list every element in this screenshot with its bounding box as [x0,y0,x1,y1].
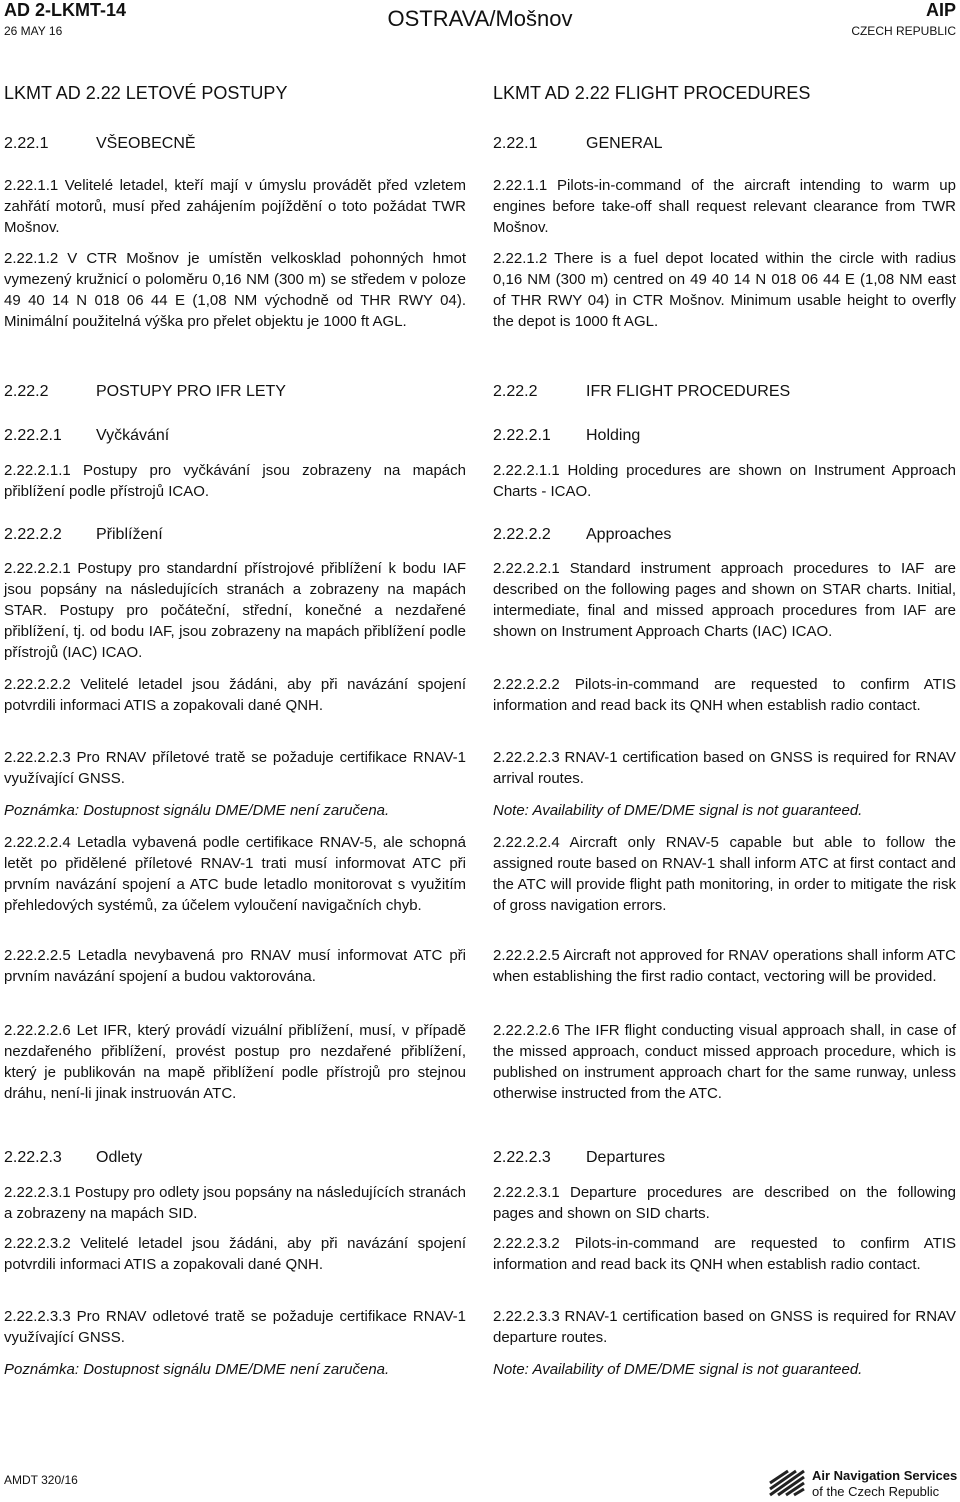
paragraph-2-22-2-2-1-en: 2.22.2.2.1 Standard instrument approach procedures to IAF are described on the following pages and shown on STAR charts. Initial, intermediate, final and missed approach procedures from IAF are shown on Instrument Approach Charts (IAC) ICAO. [493,560,956,640]
heading-number: 2.22.2.1 [4,427,62,444]
paragraph-2-22-2-3-2-cz: 2.22.2.3.2 Velitelé letadel jsou žádáni, aby při navázání spojení potvrdili informaci ATIS a zopakovali dané QNH. [4,1235,466,1273]
heading-2-22-2-2-en [493,525,956,545]
ans-cr-logo-icon [768,1469,806,1497]
paragraph-2-22-1-1-cz: 2.22.1.1 Velitelé letadel, kteří mají v úmyslu provádět před vzletem zahřátí motorů, musí před zahájením pojíždění o toto požádat TWR Mošnov. [4,177,466,236]
heading-text: Odlety [96,1149,143,1166]
paragraph-2-22-2-2-6-cz: 2.22.2.2.6 Let IFR, který provádí vizuální přiblížení, musí, v případě nezdařeného přiblížení, provést postup pro nezdařené přiblížení, který je publikován na mapě přiblížení podle přístrojů pro stejnou dráhu, není-li jinak instruován ATC. [4,1022,466,1102]
paragraph-2-22-2-2-4-cz: 2.22.2.2.4 Letadla vybavená podle certifikace RNAV-5, ale schopná letět po přidělené příletové RNAV-1 trati musí informovat ATC při prvním navázání spojení a ATC bude letadlo monitorovat s využitím přehledových systémů, za účelem vyloučení navigačních chyb. [4,834,466,914]
paragraph-2-22-1-2-cz: 2.22.1.2 V CTR Mošnov je umístěn velkosklad pohonných hmot vymezený kružnicí o poloměru 0,16 NM (300 m) se středem v poloze 49 40 14 N 018 06 44 E (1,08 NM východně od THR RWY 04). Minimální použitelná výška pro přelet objektu je 1000 ft AGL. [4,250,466,330]
heading-2-22-2-2-cz [4,525,466,545]
paragraph-2-22-2-2-4-en: 2.22.2.2.4 Aircraft only RNAV-5 capable but able to follow the assigned route based on RNAV-1 shall inform ATC at first contact and the ATC will provide flight path monitoring, in order to mitigate the risk of gross navigation errors. [493,834,956,914]
organization-name-line2: of the Czech Republic [812,1484,940,1499]
heading-text: Approaches [586,526,672,543]
organization-name-line1: Air Navigation Services [812,1468,958,1483]
publication-name: AIP [925,0,956,20]
paragraph-2-22-2-1-1-en: 2.22.2.1.1 Holding procedures are shown on Instrument Approach Charts - ICAO. [493,462,956,500]
paragraph-2-22-2-3-1-cz: 2.22.2.3.1 Postupy pro odlety jsou popsány na následujících stranách a zobrazeny na mapách SID. [4,1184,466,1222]
heading-2-22-2-1-cz [4,426,466,446]
amendment-number: AMDT 320/16 [4,1473,78,1487]
heading-text: POSTUPY PRO IFR LETY [96,383,286,400]
paragraph-2-22-1-1-en: 2.22.1.1 Pilots-in-command of the aircraft intending to warm up engines before take-off shall request relevant clearance from TWR Mošnov. [493,177,956,236]
heading-2-22-2-3-en [493,1148,956,1168]
heading-text: Departures [586,1149,666,1166]
heading-number: 2.22.2.2 [4,526,62,543]
effective-date: 26 MAY 16 [4,24,63,38]
heading-2-22-1-en [493,134,956,154]
heading-number: 2.22.2 [4,383,49,400]
paragraph-2-22-2-3-2-en: 2.22.2.3.2 Pilots-in-command are requested to confirm ATIS information and read back its QNH when establish radio contact. [493,1235,956,1273]
paragraph-2-22-2-3-3-en: 2.22.2.3.3 RNAV-1 certification based on GNSS is required for RNAV departure routes. [493,1308,956,1346]
heading-2-22-2-cz [4,382,466,402]
paragraph-2-22-2-2-6-en: 2.22.2.2.6 The IFR flight conducting visual approach shall, in case of the missed approach, conduct missed approach procedure, which is published on instrument approach chart for the same runway, unless otherwise instructed from the ATC. [493,1022,956,1102]
heading-number: 2.22.2.1 [493,427,551,444]
paragraph-2-22-2-2-2-en: 2.22.2.2.2 Pilots-in-command are requested to confirm ATIS information and read back its QNH when establish radio contact. [493,676,956,714]
paragraph-2-22-2-2-2-cz: 2.22.2.2.2 Velitelé letadel jsou žádáni, aby při navázání spojení potvrdili informaci ATIS a zopakovali dané QNH. [4,676,466,714]
heading-2-22-2-1-en [493,426,956,446]
note-dme-en: Note: Availability of DME/DME signal is not guaranteed. [493,802,863,819]
heading-text: IFR FLIGHT PROCEDURES [586,383,791,400]
heading-text: Holding [586,427,641,444]
heading-number: 2.22.1 [493,135,538,152]
heading-number: 2.22.2.2 [493,526,551,543]
heading-number: 2.22.1 [4,135,49,152]
paragraph-2-22-1-2-en: 2.22.1.2 There is a fuel depot located within the circle with radius 0,16 NM (300 m) centred on 49 40 14 N 018 06 44 E (1,08 NM east of THR RWY 04) in CTR Mošnov. Minimum usable height to overfly the depot is 1000 ft AGL. [493,250,956,330]
paragraph-2-22-2-2-5-cz: 2.22.2.2.5 Letadla nevybavená pro RNAV musí informovat ATC při prvním navázání spojení a budou vaktorována. [4,947,466,985]
paragraph-2-22-2-2-3-en: 2.22.2.2.3 RNAV-1 certification based on GNSS is required for RNAV arrival routes. [493,749,956,787]
page-title: OSTRAVA/Mošnov [387,6,573,31]
heading-2-22-2-en [493,382,956,402]
note-dme-cz: Poznámka: Dostupnost signálu DME/DME není zaručena. [4,802,390,819]
paragraph-2-22-2-2-1-cz: 2.22.2.2.1 Postupy pro standardní přístrojové přiblížení k bodu IAF jsou popsány na následujících stranách a zobrazeny na mapách STAR. Postupy pro počáteční, střední, konečné a nezdařené přiblížení, tj. od bodu IAF, jsou zobrazeny na mapách přiblížení podle přístrojů (IAC) ICAO. [4,560,466,661]
heading-number: 2.22.2.3 [4,1149,62,1166]
organization-name [812,1468,957,1500]
heading-number: 2.22.2 [493,383,538,400]
heading-2-22-2-3-cz [4,1148,466,1168]
heading-text: GENERAL [586,135,663,152]
section-title-en: LKMT AD 2.22 FLIGHT PROCEDURES [493,83,811,103]
paragraph-2-22-2-2-5-en: 2.22.2.2.5 Aircraft not approved for RNAV operations shall inform ATC when establishing the first radio contact, vectoring will be provided. [493,947,957,985]
country-name: CZECH REPUBLIC [851,24,956,38]
section-title-cz: LKMT AD 2.22 LETOVÉ POSTUPY [4,83,288,103]
heading-text: Vyčkávání [96,427,170,444]
heading-text: VŠEOBECNĚ [96,135,196,152]
document-id: AD 2-LKMT-14 [4,0,127,20]
paragraph-2-22-2-1-1-cz: 2.22.2.1.1 Postupy pro vyčkávání jsou zobrazeny na mapách přiblížení podle přístrojů ICAO. [4,462,466,500]
note-dme-departures-cz: Poznámka: Dostupnost signálu DME/DME není zaručena. [4,1361,390,1378]
note-dme-departures-en: Note: Availability of DME/DME signal is not guaranteed. [493,1361,863,1378]
heading-number: 2.22.2.3 [493,1149,551,1166]
heading-2-22-1-cz [4,134,466,154]
heading-text: Přiblížení [96,526,163,543]
paragraph-2-22-2-2-3-cz: 2.22.2.2.3 Pro RNAV příletové tratě se požaduje certifikace RNAV-1 využívající GNSS. [4,749,466,787]
paragraph-2-22-2-3-3-cz: 2.22.2.3.3 Pro RNAV odletové tratě se požaduje certifikace RNAV-1 využívající GNSS. [4,1308,466,1346]
paragraph-2-22-2-3-1-en: 2.22.2.3.1 Departure procedures are described on the following pages and shown on SID charts. [493,1184,956,1222]
